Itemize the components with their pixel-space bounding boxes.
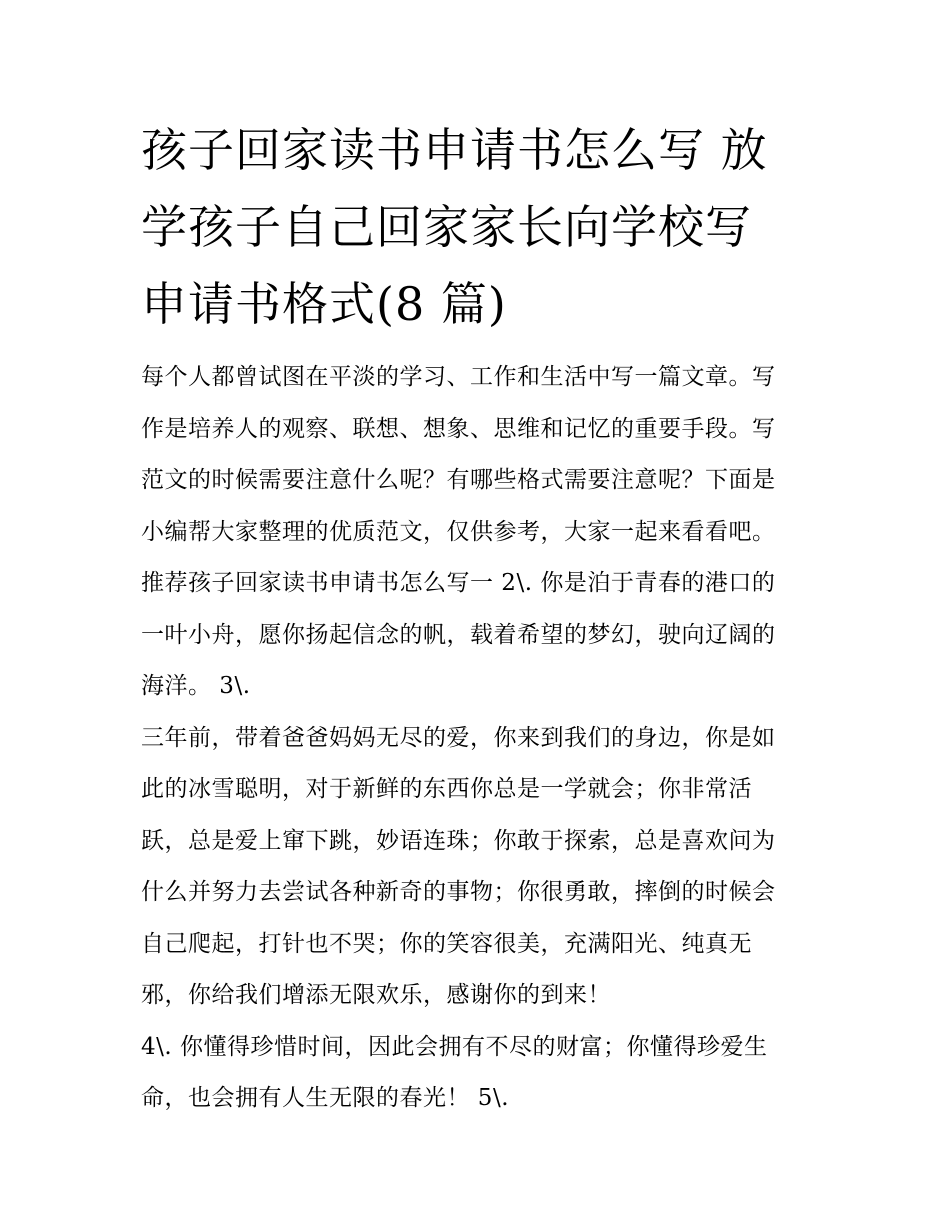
paragraph-three-years (141, 713, 813, 1022)
text-line: 一叶小舟，愿你扬起信念的帆，载着希望的梦幻，驶向辽阔的 (141, 621, 776, 648)
paragraph-time (141, 1022, 813, 1125)
text-line: 4\. 你懂得珍惜时间，因此会拥有不尽的财富；你懂得珍爱生 (141, 1033, 768, 1060)
text-line: 小编帮大家整理的优质范文，仅供参考，大家一起来看看吧。 (141, 518, 776, 545)
text-line: 推荐孩子回家读书申请书怎么写一 2\. 你是泊于青春的港口的 (141, 570, 776, 596)
text-line: 邪，你给我们增添无限欢乐，感谢你的到来！ (141, 982, 611, 1008)
text-line: 什么并努力去尝试各种新奇的事物；你很勇敢，摔倒的时候会 (141, 879, 776, 905)
text-line: 自己爬起，打针也不哭；你的笑容很美，充满阳光、纯真无 (141, 930, 752, 957)
title-line: 学孩子自己回家家长向学校写 (141, 200, 752, 254)
text-line: 海洋。 3\. (141, 673, 251, 699)
title-line: 申请书格式(8 篇) (141, 277, 507, 331)
text-line: 范文的时候需要注意什么呢？有哪些格式需要注意呢？下面是 (141, 467, 776, 493)
text-line: 作是培养人的观察、联想、想象、思维和记忆的重要手段。写 (141, 415, 776, 442)
text-line: 三年前，带着爸爸妈妈无尽的爱，你来到我们的身边，你是如 (141, 724, 776, 751)
title-line: 孩子回家读书申请书怎么写 放 (141, 123, 768, 177)
text-line: 跃，总是爱上窜下跳，妙语连珠；你敢于探索，总是喜欢问为 (141, 827, 776, 854)
text-line: 此的冰雪聪明，对于新鲜的东西你总是一学就会；你非常活 (141, 776, 752, 802)
paragraph-intro (141, 352, 813, 713)
document-body (141, 352, 813, 1125)
document-title (141, 112, 813, 343)
text-line: 每个人都曾试图在平淡的学习、工作和生活中写一篇文章。写 (141, 364, 776, 390)
document-page (141, 112, 813, 1125)
text-line: 命，也会拥有人生无限的春光！ 5\. (141, 1085, 510, 1111)
